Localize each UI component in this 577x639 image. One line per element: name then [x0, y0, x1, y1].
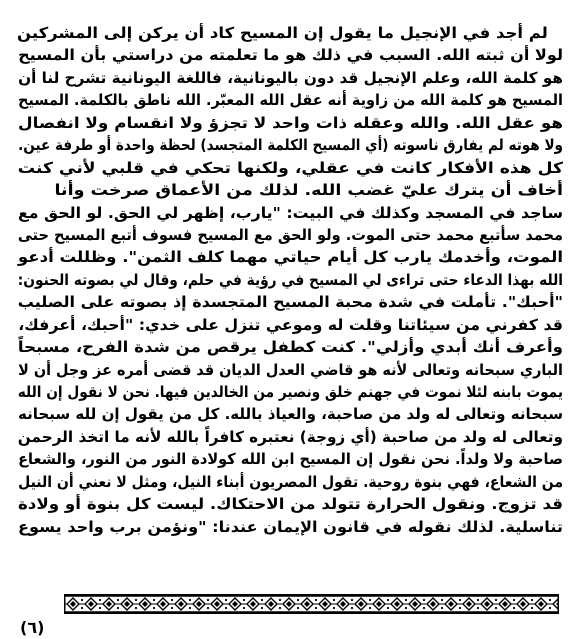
text-line: أخاف أن يترك عليّ غضب الله. لذلك من الأعماق صرخت وأنا [54, 181, 563, 200]
text-line: هو كلمة الله، وعلم الإنجيل قد دون باليونانية، فاللغة اليونانية تشرح لنا أن [18, 68, 563, 87]
text-line: الموت، وأخدمك يارب كل أيام حياتي مهما كلف الثمن". وظللت أدعو [17, 248, 563, 267]
text-line: لولا أن ثبته الله. السبب في ذلك هو ما تعلمته من دراستي بأن المسيح [18, 46, 564, 65]
text-line: محمد سأتبع محمد حتى الموت. ولو الحق مع المسيح فسوف أتبع المسيح حتى [17, 225, 564, 244]
arabic-text-block [18, 22, 563, 538]
text-line: الباري سبحانه وتعالى لأنه هو قاضي العدل الديان قد قضى أمره عز وجل أن لا [18, 360, 563, 379]
text-line: المسيح هو كلمة الله من زاوية أنه عقل الله المعبّر. الله ناطق بالكلمة. المسيح [17, 91, 563, 110]
page-number: (٦) [20, 618, 45, 637]
text-line: قد كفرني من سيئاتنا وقلت له وموعي تنزل على خدي: "أحبك، أعرفك، [18, 315, 563, 334]
text-line: هو عقل الله. والله وعقله ذات واحد لا تجزؤ ولا انقسام ولا انفصال [18, 113, 563, 132]
text-line: "أحبك". تأملت في شدة محبة المسيح المتجسدة إذ بصوته على الصليب [17, 293, 564, 312]
text-line: وأعرف أنك أبدي وأزلي". كنت كطفل يرقص من شدة الفرح، مسبحاً [17, 338, 564, 357]
text-line: ساجد في المسجد وكذلك في البيت: "يارب، إظهر لي الحق. لو الحق مع [17, 203, 563, 222]
text-line: كل هذه الأفكار كانت في عقلي، ولكنها تحكي في قلبي لأني كنت [17, 158, 563, 177]
text-line: الله بهذا الدعاء حتى تراءى لي المسيح في رؤية في حلم، وقال لي بصوته الحنون: [17, 270, 564, 289]
text-line: وتعالى له ولد من صاحبة (أي زوجة) نعتبره كافراً بالله لأنه ما اتخذ الرحمن [17, 427, 563, 446]
text-line: تناسلية. لذلك نقوله في قانون الإيمان عندنا: "ونؤمن برب واحد يسوع [17, 517, 563, 536]
text-line: ولا هوته لم يفارق ناسوته (أي المسيح الكلمة المتجسد) لحظة واحدة أو طرفة عين. [18, 136, 564, 155]
text-line: قد تزوج. ونقول الحرارة تتولد من الاحتكاك. ليست كل بنوة أو ولادة [17, 495, 563, 514]
text-line: لم أجد في الإنجيل ما يقول إن المسيح كاد أن يركن إلى المشركين [17, 24, 548, 42]
decorative-border-ornament [64, 594, 559, 614]
text-line: سبحانه وتعالى له ولد من صاحبة، والعياذ بالله. كل من يقول إن لله سبحانه [17, 405, 564, 424]
text-line: صاحبة ولا ولداً. نحن نقول إن المسيح ابن الله كولادة النور من النور، والشعاع [18, 450, 564, 469]
text-line: من الشعاع، فهي بنوة روحية. تقول المصريون أبناء النيل، ومثل لا نعني أن النيل [18, 472, 563, 491]
text-line: يموت بابنه لئلا نموت في جهنم خلق ونصير من الخالدين فيها. نحن لا نقول إن الله [17, 383, 563, 401]
